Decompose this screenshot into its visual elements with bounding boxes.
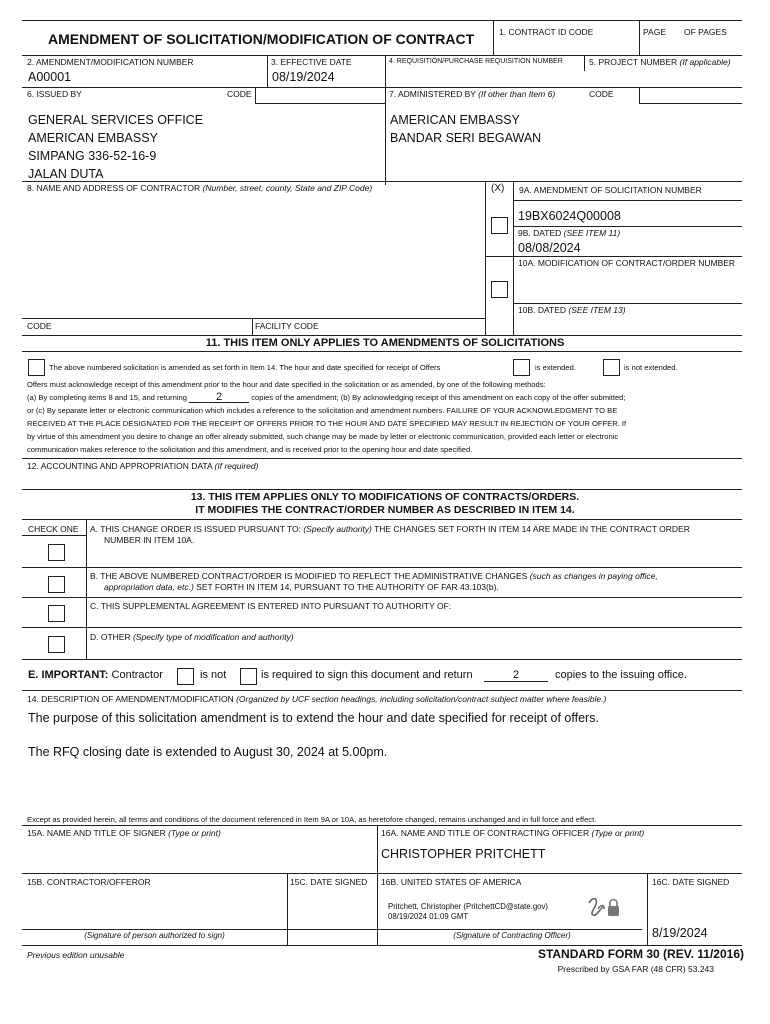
row-line	[22, 690, 742, 691]
item3-label: 3. EFFECTIVE DATE	[271, 57, 352, 67]
divider	[639, 20, 640, 55]
address-line: BANDAR SERI BEGAWAN	[390, 131, 542, 145]
item13-heading1: 13. THIS ITEM APPLIES ONLY TO MODIFICATIONS OF CONTRACTS/ORDERS.	[190, 491, 580, 503]
item11-p5: by virtue of this amendment you desire to change an offer already submitted, such change may be made by letter or electronic communication, provided each letter or electronic	[27, 432, 619, 441]
important-copies: 2	[484, 669, 548, 682]
item13-heading2: IT MODIFIES THE CONTRACT/ORDER NUMBER AS DESCRIBED IN ITEM 14.	[195, 504, 575, 516]
item13a-line3: NUMBER IN ITEM 10A.	[104, 535, 195, 545]
important-label: E. IMPORTANT:	[28, 669, 109, 681]
divider	[639, 87, 640, 103]
item9-checkbox[interactable]	[491, 217, 508, 234]
item15c-label: 15C. DATE SIGNED	[290, 877, 368, 887]
row-line	[22, 458, 742, 459]
is-extended-checkbox[interactable]	[513, 359, 530, 376]
divider	[493, 20, 494, 55]
row-line	[22, 351, 742, 352]
item12-note: (If required)	[214, 461, 259, 471]
item10-checkbox[interactable]	[491, 281, 508, 298]
item5-label: 5. PROJECT NUMBER	[589, 57, 678, 67]
is-extended-label: is extended.	[535, 363, 576, 372]
item11-amended-checkbox[interactable]	[28, 359, 45, 376]
item13c-text: C. THIS SUPPLEMENTAL AGREEMENT IS ENTERED INTO PURSUANT TO AUTHORITY OF:	[90, 601, 452, 611]
is-not-extended-checkbox[interactable]	[603, 359, 620, 376]
address-line: AMERICAN EMBASSY	[390, 113, 520, 127]
important-contractor: Contractor	[111, 669, 163, 681]
item14-text1: The purpose of this solicitation amendment is to extend the hour and date specified for receipt of offers.	[28, 711, 599, 725]
administered-by-address	[390, 111, 541, 147]
row-line	[22, 659, 742, 660]
divider	[513, 181, 514, 336]
item13d-text: D. OTHER	[90, 632, 131, 642]
item13a-line2: THE CHANGES SET FORTH IN ITEM 14 ARE MADE IN THE CONTRACT ORDER	[374, 524, 690, 534]
item13a-line1: A. THIS CHANGE ORDER IS ISSUED PURSUANT TO:	[90, 524, 301, 534]
item10b-note: (SEE ITEM 13)	[568, 305, 626, 315]
item11-p2b: copies of the amendment; (b) By acknowledging receipt of this amendment on each copy of the offer submitted;	[251, 393, 626, 402]
signature-line	[22, 929, 642, 930]
address-line: JALAN DUTA	[28, 167, 104, 181]
check-one-label: CHECK ONE	[28, 524, 79, 534]
row-line	[513, 303, 742, 304]
item13d-checkbox[interactable]	[48, 636, 65, 653]
row-line	[22, 535, 86, 536]
row-line	[22, 87, 742, 88]
important-is-required: is required to sign this document and return	[261, 669, 473, 681]
row-line	[22, 55, 742, 56]
code-box-line	[255, 103, 385, 104]
divider	[267, 55, 268, 87]
item15b-label: 15B. CONTRACTOR/OFFEROR	[27, 877, 151, 887]
item11-p2a: (a) By completing items 8 and 15, and returning	[27, 393, 187, 402]
prescribed-by: Prescribed by GSA FAR (48 CFR) 53.243	[557, 964, 714, 974]
item13b-line2: SET FORTH IN ITEM 14, PURSUANT TO THE AUTHORITY OF FAR 43.103(b).	[196, 582, 499, 592]
divider	[252, 318, 253, 336]
row-line	[485, 256, 742, 257]
facility-code-label: FACILITY CODE	[255, 321, 319, 331]
divider	[385, 55, 386, 185]
issued-by-address	[28, 111, 203, 183]
row-line	[22, 489, 742, 490]
is-not-checkbox[interactable]	[177, 668, 194, 685]
divider	[485, 181, 486, 336]
item15a-note: (Type or print)	[168, 828, 221, 838]
except-text: Except as provided herein, all terms and conditions of the document referenced in Item 9A or 10A, as heretofore changed, remains unchanged and in full force and effect.	[27, 815, 597, 824]
item16a-label: 16A. NAME AND TITLE OF CONTRACTING OFFICER	[381, 828, 590, 838]
contract-id-code-label: 1. CONTRACT ID CODE	[499, 27, 594, 37]
row-line	[22, 945, 742, 946]
item16a-note: (Type or print)	[591, 828, 645, 838]
item11-p4: RECEIVED AT THE PLACE DESIGNATED FOR THE RECEIPT OF OFFERS PRIOR TO THE HOUR AND DATE SPECIFIED MAY RESULT IN REJECTION OF YOUR OFFER. If	[27, 419, 627, 428]
item15a-label: 15A. NAME AND TITLE OF SIGNER	[27, 828, 166, 838]
item10b-label: 10B. DATED	[518, 305, 567, 315]
divider	[647, 873, 648, 945]
divider	[86, 519, 87, 659]
item6-code-label: CODE	[227, 89, 252, 99]
item13b-line1: B. THE ABOVE NUMBERED CONTRACT/ORDER IS MODIFIED TO REFLECT THE ADMINISTRATIVE CHANGES	[90, 571, 528, 581]
previous-edition: Previous edition unusable	[27, 950, 125, 960]
row-line	[22, 627, 742, 628]
address-line: GENERAL SERVICES OFFICE	[28, 113, 204, 127]
divider	[287, 873, 288, 945]
address-line: SIMPANG 336-52-16-9	[28, 149, 157, 163]
date-signed-value: 8/19/2024	[652, 926, 708, 940]
row-line	[513, 200, 742, 201]
divider	[377, 825, 378, 945]
item6-label: 6. ISSUED BY	[27, 89, 82, 99]
signature-lock-icon	[586, 895, 622, 926]
digital-sig-line2: 08/19/2024 01:09 GMT	[388, 912, 469, 921]
item7-label: 7. ADMINISTERED BY	[389, 89, 476, 99]
item14-note: (Organized by UCF section headings, including solicitation/contract subject matter where feasible.)	[236, 694, 607, 704]
item7-code-label: CODE	[589, 89, 614, 99]
item16c-label: 16C. DATE SIGNED	[652, 877, 730, 887]
is-not-extended-label: is not extended.	[624, 363, 678, 372]
item2-label: 2. AMENDMENT/MODIFICATION NUMBER	[27, 57, 194, 67]
form-id: STANDARD FORM 30 (REV. 11/2016)	[537, 947, 744, 961]
row-line	[513, 226, 742, 227]
row-line	[22, 318, 485, 319]
important-row	[28, 669, 163, 681]
form-top-border	[22, 20, 742, 21]
item11-line1: The above numbered solicitation is amended as set forth in Item 14. The hour and date specified for receipt of Offers	[49, 363, 441, 372]
item12-label: 12. ACCOUNTING AND APPROPRIATION DATA	[27, 461, 213, 471]
row-line	[22, 519, 742, 520]
item9b-note: (SEE ITEM 11)	[563, 228, 621, 238]
row-line	[22, 335, 742, 336]
item16a-value: CHRISTOPHER PRITCHETT	[381, 847, 546, 861]
item13b-note1: (such as changes in paying office,	[529, 571, 658, 581]
address-line: AMERICAN EMBASSY	[28, 131, 158, 145]
form-title: AMENDMENT OF SOLICITATION/MODIFICATION OF CONTRACT	[48, 31, 475, 47]
item13a-checkbox[interactable]	[48, 544, 65, 561]
item13a-note: (Specify authority)	[303, 524, 372, 534]
item4-label: 4. REQUISITION/PURCHASE REQUISITION NUMBER	[389, 58, 563, 65]
digital-sig-line1: Pritchett, Christopher (PritchettCD@state.gov)	[388, 902, 549, 911]
item9a-label: 9A. AMENDMENT OF SOLICITATION NUMBER	[519, 185, 702, 195]
row-line	[22, 825, 742, 826]
item11-p2	[27, 391, 626, 404]
item9a-value: 19BX6024Q00008	[518, 209, 621, 223]
item14-text2: The RFQ closing date is extended to August 30, 2024 at 5.00pm.	[28, 745, 388, 759]
item11-p1: Offers must acknowledge receipt of this amendment prior to the hour and date specified in the solicitation or as amended, by one of the following methods:	[27, 380, 546, 389]
row-line	[22, 567, 742, 568]
item10a-label: 10A. MODIFICATION OF CONTRACT/ORDER NUMBER	[518, 258, 736, 268]
contractor-code-label: CODE	[27, 321, 52, 331]
item11-p3: or (c) By separate letter or electronic communication which includes a reference to the solicitation and amendment numbers. FAILURE OF YOUR ACKNOWLEDGMENT TO BE	[27, 406, 618, 415]
is-required-checkbox[interactable]	[240, 668, 257, 685]
divider	[255, 87, 256, 103]
item13b-note2: appropriation data, etc.)	[104, 582, 194, 592]
item13b-checkbox[interactable]	[48, 576, 65, 593]
item9b-value: 08/08/2024	[518, 241, 581, 255]
item7-note: (If other than Item 6)	[478, 89, 556, 99]
divider	[584, 55, 585, 71]
row-line	[22, 181, 742, 182]
sig-person-caption: (Signature of person authorized to sign)	[84, 931, 225, 940]
item8-label: 8. NAME AND ADDRESS OF CONTRACTOR	[27, 183, 201, 193]
item8-note: (Number, street, county, State and ZIP Code)	[202, 183, 373, 193]
item3-value: 08/19/2024	[272, 70, 335, 84]
of-pages-label: OF PAGES	[684, 27, 727, 37]
important-is-not: is not	[200, 669, 227, 681]
page-label: PAGE	[643, 27, 666, 37]
important-copies-to: copies to the issuing office.	[555, 669, 687, 681]
code-box-line	[639, 103, 742, 104]
copies-count: 2	[189, 392, 249, 403]
item9b-label: 9B. DATED	[518, 228, 562, 238]
item2-value: A00001	[28, 70, 72, 84]
row-line	[22, 597, 742, 598]
sig-officer-caption: (Signature of Contracting Officer)	[453, 931, 571, 940]
item11-heading: 11. THIS ITEM ONLY APPLIES TO AMENDMENTS OF SOLICITATIONS	[205, 337, 565, 349]
item11-p6: communication makes reference to the solicitation and this amendment, and is received prior to the opening hour and date specified.	[27, 445, 473, 454]
item13d-note: (Specify type of modification and authority)	[133, 632, 294, 642]
item13c-checkbox[interactable]	[48, 605, 65, 622]
item5-note: (If applicable)	[679, 57, 731, 67]
item16b-label: 16B. UNITED STATES OF AMERICA	[381, 877, 522, 887]
row-line	[22, 873, 742, 874]
x-column-label: (X)	[491, 183, 505, 194]
item14-label: 14. DESCRIPTION OF AMENDMENT/MODIFICATION	[27, 694, 234, 704]
digital-signature	[388, 902, 548, 922]
